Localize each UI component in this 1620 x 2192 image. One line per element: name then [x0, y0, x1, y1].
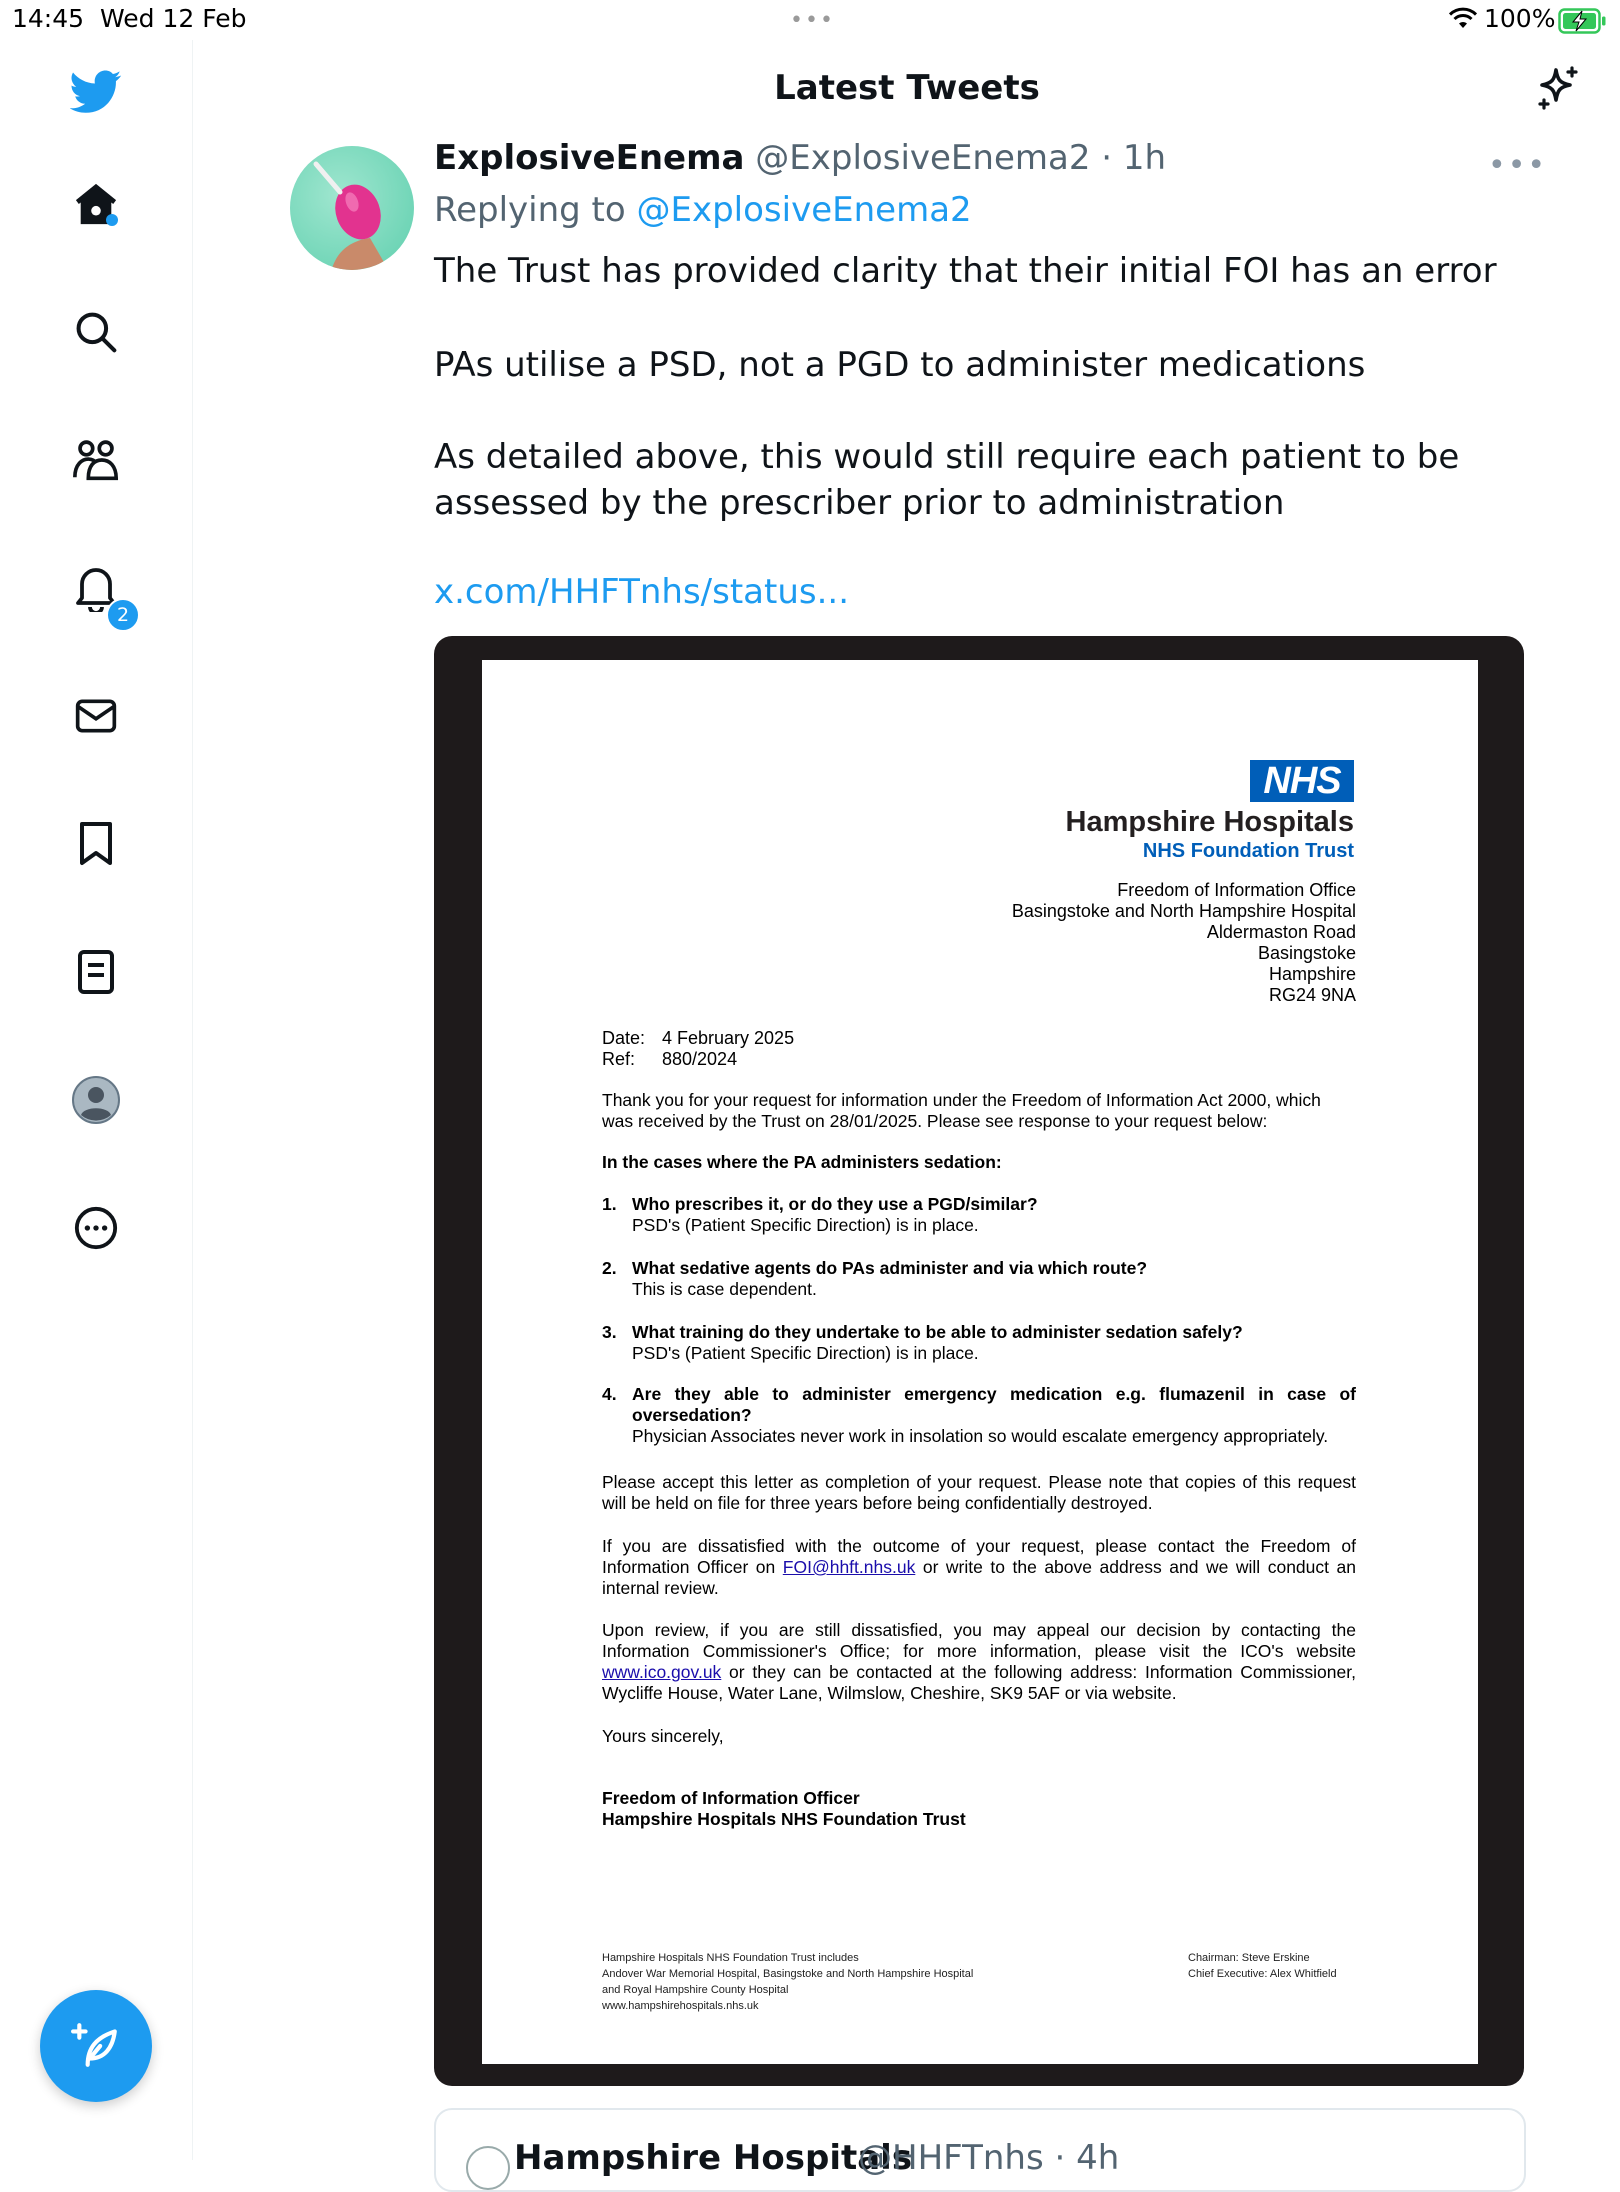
address-line: Basingstoke — [1257, 943, 1356, 963]
page-title: Latest Tweets — [774, 68, 1040, 108]
twitter-bird-icon[interactable] — [70, 66, 122, 118]
sender-address — [1012, 880, 1356, 1006]
quoted-author-name: Hampshire Hospitals — [514, 2138, 913, 2178]
date-value: 4 February 2025 — [662, 1028, 795, 1048]
communities-icon[interactable] — [70, 434, 122, 486]
quoted-avatar — [466, 2146, 510, 2190]
answer-text: PSD's (Patient Specific Direction) is in place. — [632, 1215, 979, 1235]
date-label: Date: — [602, 1028, 646, 1048]
question-number: 3. — [602, 1322, 617, 1342]
bookmark-icon[interactable] — [70, 818, 122, 870]
sidebar — [0, 40, 193, 2160]
question-item — [632, 1258, 1356, 1300]
question-item — [632, 1194, 1356, 1236]
tweet-more-icon[interactable]: ••• — [1488, 148, 1548, 183]
letter-accept-paragraph: Please accept this letter as completion of your request. Please note that copies of this request will be held on file for three years before being confidentially destroyed. — [602, 1472, 1356, 1513]
letter-heading: In the cases where the PA administers sedation: — [602, 1152, 1002, 1172]
letter-footer-left — [602, 1950, 973, 2014]
battery-percent: 100% — [1484, 4, 1556, 33]
address-line: Aldermaston Road — [1206, 922, 1356, 942]
status-date: Wed 12 Feb — [100, 4, 247, 33]
tweet-text-line-3: As detailed above, this would still require each patient to be assessed by the prescriber prior to administration — [434, 437, 1460, 523]
question-text: Are they able to administer emergency medication e.g. flumazenil in case of oversedation? — [632, 1384, 1356, 1425]
question-number: 4. — [602, 1384, 617, 1404]
notifications-badge: 2 — [106, 598, 140, 632]
status-bar — [0, 0, 1620, 40]
address-line: Freedom of Information Office — [1117, 880, 1356, 900]
home-unread-dot — [106, 214, 118, 226]
dissatisfied-text: If you are dissatisfied with the outcome of your request, please contact the Freedom of Information Officer on — [602, 1536, 1356, 1577]
ico-website-link: www.ico.gov.uk — [602, 1662, 722, 1682]
foi-email-link: FOI@hhft.nhs.uk — [782, 1557, 916, 1577]
ref-value: 880/2024 — [662, 1049, 738, 1069]
foi-letter-document — [482, 660, 1478, 2064]
footer-line: Andover War Memorial Hospital, Basingstoke and North Hampshire Hospital — [602, 1968, 974, 1980]
compose-icon — [71, 2021, 121, 2071]
tweet-header — [434, 138, 1166, 178]
quoted-author-handle: @HHFTnhs · 4h — [858, 2138, 1120, 2178]
letter-intro: Thank you for your request for information under the Freedom of Information Act 2000, which was received by the Trust on 28/01/2025. Please see response to your request below: — [602, 1090, 1321, 1131]
compose-button[interactable] — [40, 1990, 152, 2102]
footer-line: Chief Executive: Alex Whitfield — [1188, 1968, 1337, 1980]
org-name: Hampshire Hospitals — [1065, 806, 1354, 838]
answer-text: Physician Associates never work in insolation so would escalate emergency appropriately. — [632, 1426, 1329, 1446]
signer-title: Freedom of Information Officer — [602, 1788, 860, 1808]
ref-label: Ref: — [602, 1049, 636, 1069]
question-text: Who prescribes it, or do they use a PGD/similar? — [632, 1194, 1038, 1214]
mail-icon[interactable] — [70, 690, 122, 742]
replying-prefix: Replying to — [434, 190, 626, 230]
footer-line: Chairman: Steve Erskine — [1188, 1952, 1310, 1964]
question-text: What training do they undertake to be able to administer sedation safely? — [632, 1322, 1243, 1342]
tweet-text-line-1: The Trust has provided clarity that their initial FOI has an error — [434, 251, 1497, 291]
answer-text: This is case dependent. — [632, 1279, 817, 1299]
question-item — [632, 1322, 1356, 1364]
question-number: 2. — [602, 1258, 617, 1278]
replying-mention-link[interactable]: @ExplosiveEnema2 — [636, 190, 972, 230]
address-line: Basingstoke and North Hampshire Hospital — [1011, 901, 1356, 921]
letter-review-paragraph — [602, 1620, 1356, 1704]
question-text: What sedative agents do PAs administer and via which route? — [632, 1258, 1148, 1278]
footer-line: Hampshire Hospitals NHS Foundation Trust includes — [602, 1952, 859, 1964]
letter-footer-right — [1188, 1950, 1337, 1982]
sparkle-icon[interactable] — [1534, 64, 1582, 116]
tweet-author-handle[interactable]: @ExplosiveEnema2 — [755, 138, 1091, 178]
org-subtitle: NHS Foundation Trust — [1142, 840, 1354, 862]
dissatisfied-text-end: or write to the above address and we will conduct an internal review. — [602, 1557, 1356, 1598]
address-line: RG24 9NA — [1268, 985, 1356, 1005]
nhs-logo: NHS — [1250, 760, 1354, 802]
question-number: 1. — [602, 1194, 617, 1214]
tweet-time[interactable]: · 1h — [1101, 138, 1167, 178]
footer-line: www.hampshirehospitals.nhs.uk — [602, 2000, 759, 2012]
question-item — [632, 1384, 1356, 1447]
profile-icon[interactable] — [70, 1074, 122, 1126]
status-time: 14:45 — [12, 4, 85, 33]
multitask-dots-icon[interactable]: ••• — [790, 8, 835, 33]
review-text: Upon review, if you are still dissatisfied, you may appeal our decision by contacting the Information Commissioner's Office; for more information, please visit the ICO's website — [602, 1620, 1356, 1661]
signer-org: Hampshire Hospitals NHS Foundation Trust — [602, 1809, 966, 1829]
quoted-tweet-card[interactable] — [434, 2108, 1526, 2192]
search-icon[interactable] — [70, 306, 122, 358]
tweet-author-name[interactable]: ExplosiveEnema — [434, 138, 745, 178]
letter-dissatisfied-paragraph — [602, 1536, 1356, 1599]
tweet-text-line-2: PAs utilise a PSD, not a PGD to administer medications — [434, 345, 1366, 385]
more-icon[interactable] — [70, 1202, 122, 1254]
battery-charging-icon — [1558, 8, 1608, 38]
avatar[interactable] — [290, 146, 414, 270]
tweet-link[interactable]: x.com/HHFTnhs/status... — [434, 572, 850, 612]
review-text-end: or they can be contacted at the following address: Information Commissioner, Wycliffe House, Water Lane, Wilmslow, Cheshire, SK9 5AF or via website. — [602, 1662, 1356, 1703]
wifi-icon — [1448, 6, 1478, 34]
footer-line: and Royal Hampshire County Hospital — [602, 1984, 789, 1996]
sign-off: Yours sincerely, — [602, 1726, 724, 1746]
answer-text: PSD's (Patient Specific Direction) is in place. — [632, 1343, 979, 1363]
list-icon[interactable] — [70, 946, 122, 998]
address-line: Hampshire — [1268, 964, 1356, 984]
replying-to — [434, 190, 972, 230]
tweet-media-image[interactable] — [434, 636, 1524, 2086]
letter-meta — [602, 1028, 794, 1070]
